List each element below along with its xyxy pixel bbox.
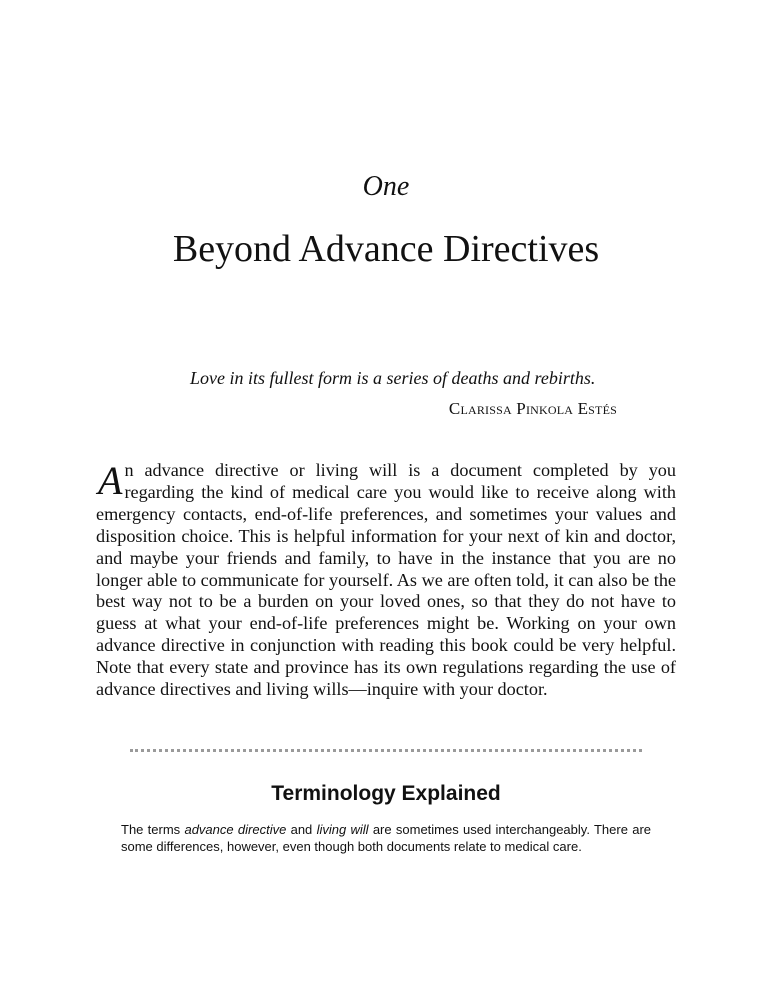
sidebar-heading: Terminology Explained (271, 782, 501, 805)
sidebar-term-advance-directive: advance directive (184, 822, 287, 837)
sidebar-text (121, 822, 651, 855)
epigraph-attribution: Clarissa Pinkola Estés (448, 399, 617, 418)
sidebar-text-part2: and (286, 822, 317, 837)
chapter-number: One (362, 171, 410, 202)
body-paragraph-text: n advance directive or living will is a document completed by you regarding the kind of medical care you would like to receive along with emergency contacts, end-of-life preferences, and sometimes your values and disposition choice. This is helpful information for your next of kin and doctor, and maybe your friends and family, to have in the instance that you are no longer able to communicate for yourself. As we are often told, it can also be the best way not to be a burden on your loved ones, so that they do not have to guess at what your end-of-life preferences might be. Working on your own advance directive in conjunction with reading this book could be very helpful. Note that every state and province has its own regulations regarding the use of advance directives and living wills—inquire with your doctor. (96, 460, 676, 700)
drop-cap: A (98, 458, 123, 503)
body-paragraph (96, 460, 676, 701)
sidebar-term-living-will: living will (316, 822, 369, 837)
chapter-title: Beyond Advance Directives (172, 228, 600, 270)
epigraph-quote: Love in its fullest form is a series of deaths and rebirths. (190, 368, 596, 388)
dotted-divider (130, 749, 642, 752)
sidebar-text-part3: are sometimes used interchangeably. There are some differences, however, even though both documents relate to medical care. (121, 822, 652, 854)
sidebar-text-part1: The terms (121, 822, 185, 837)
